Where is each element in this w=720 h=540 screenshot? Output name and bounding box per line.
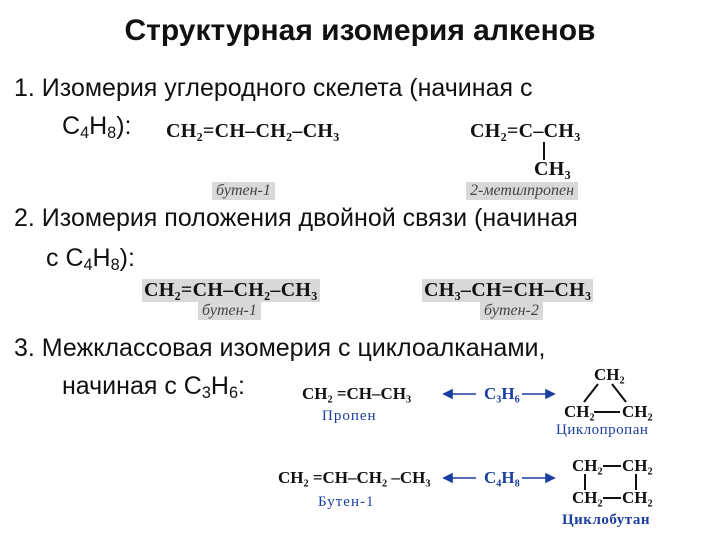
cyclopropane-caption: Циклопропан <box>556 422 649 438</box>
item2-formula-label: с $C_4H_8$): <box>46 244 135 274</box>
c3h6-formula: C₃H₆ <box>484 384 520 403</box>
item1-caption-methylpropene: 2-метилпропен <box>466 182 578 200</box>
cyclobutane-bottom-right: CH₂ <box>622 488 653 507</box>
propene-formula: CH₂ =CH–CH₃ <box>302 384 412 403</box>
item2-caption-butene2: бутен-2 <box>480 302 543 320</box>
cyclopropane-bonds <box>584 384 626 412</box>
item1-heading: 1. Изомерия углеродного скелета (начиная с <box>14 74 533 102</box>
double-arrow-icon-2 <box>444 474 554 482</box>
item2-formula-butene1: CH₂=CH–CH₂–CH₃ <box>144 279 318 301</box>
item1-formula-methylpropene: CH₂=C–CH₃ <box>470 120 581 142</box>
item3-formula-label: начиная с $C_3H_6$: <box>62 372 245 402</box>
cyclopropane-top: CH₂ <box>594 365 625 384</box>
item2-formula-butene2: CH₃–CH=CH–CH₃ <box>424 279 592 301</box>
cyclobutane-top-right: CH₂ <box>622 456 653 475</box>
cyclobutane-bonds <box>585 466 636 498</box>
double-arrow-icon-1 <box>444 390 554 398</box>
propene-caption: Пропен <box>322 408 377 424</box>
cyclobutane-top-left: CH₂ <box>572 456 603 475</box>
slide-title: Структурная изомерия алкенов <box>124 14 596 47</box>
item1-formula-label: $C_4H_8$): <box>62 112 132 142</box>
item1-formula-methyl-branch: CH₃ <box>534 158 571 180</box>
butene1-caption: Бутен-1 <box>318 494 375 510</box>
butene1-formula: CH₂ =CH–CH₂ –CH₃ <box>278 468 431 487</box>
item2-caption-butene1: бутен-1 <box>198 302 261 320</box>
cyclopropane-right: CH₂ <box>622 402 653 421</box>
cyclopropane-left: CH₂ <box>564 402 595 421</box>
c4h8-formula: C₄H₈ <box>484 468 520 487</box>
item3-heading: 3. Межклассовая изомерия с циклоалканами, <box>14 334 546 362</box>
item1-formula-butene1: CH₂=CH–CH₂–CH₃ <box>166 120 340 142</box>
cyclobutane-caption: Циклобутан <box>562 512 650 528</box>
item2-heading: 2. Изомерия положения двойной связи (начиная <box>14 204 578 232</box>
item1-caption-butene1: бутен-1 <box>212 182 275 200</box>
cyclobutane-bottom-left: CH₂ <box>572 488 603 507</box>
